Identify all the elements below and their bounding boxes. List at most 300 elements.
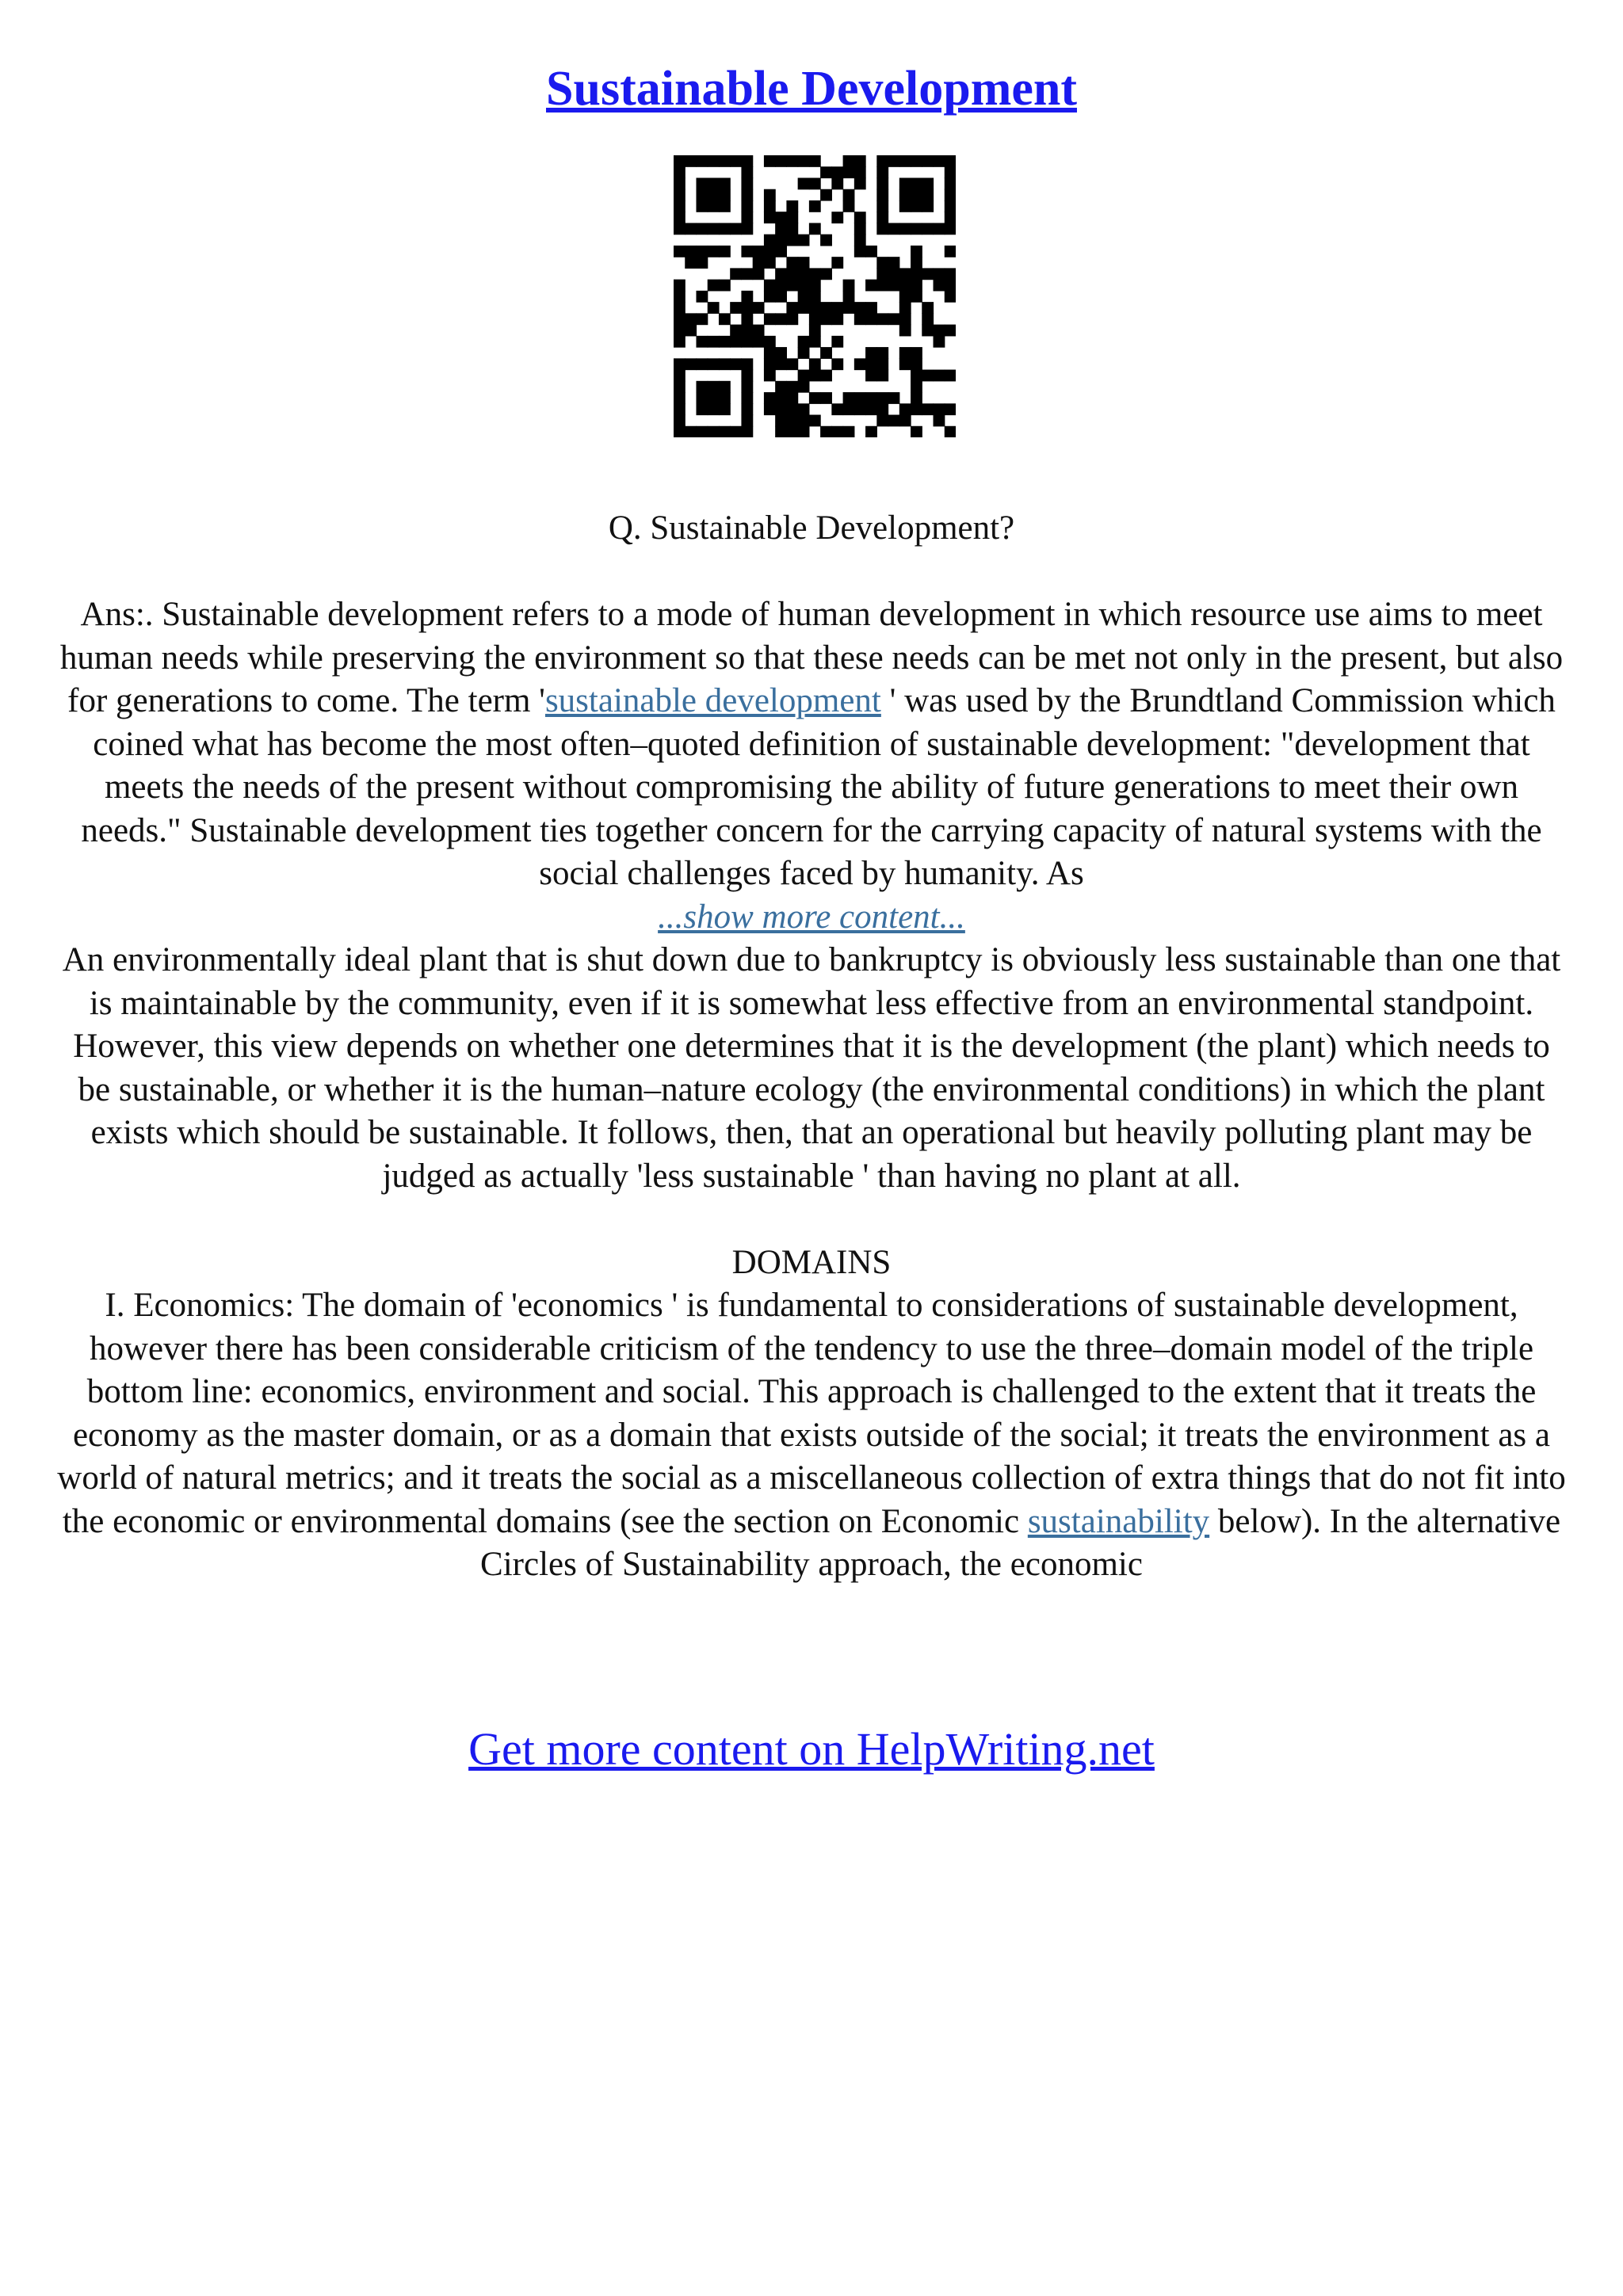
qr-module [741, 223, 753, 235]
qr-module [708, 189, 720, 201]
qr-module [696, 358, 708, 370]
qr-module [708, 358, 720, 370]
qr-module [674, 370, 685, 382]
qr-module [854, 392, 866, 404]
qr-module [911, 200, 922, 212]
qr-module [674, 403, 685, 415]
qr-module [719, 358, 731, 370]
qr-module [854, 313, 866, 325]
qr-module [854, 246, 866, 257]
qr-module [888, 257, 900, 269]
qr-module [708, 426, 720, 437]
qr-module [674, 177, 685, 189]
qr-module [911, 257, 922, 269]
qr-module [708, 246, 720, 257]
qr-module [876, 415, 888, 427]
qr-module [798, 280, 810, 292]
qr-module [899, 200, 911, 212]
qr-module [798, 426, 810, 437]
qr-module [911, 155, 922, 167]
qr-module [876, 358, 888, 370]
sustainability-link[interactable]: sustainability [1027, 1502, 1210, 1540]
qr-module [708, 302, 720, 314]
qr-module [685, 313, 697, 325]
qr-module [696, 291, 708, 303]
qr-module [730, 302, 742, 314]
qr-module [854, 177, 866, 189]
qr-module [685, 325, 697, 337]
qr-module [820, 302, 832, 314]
qr-module [934, 280, 945, 292]
qr-module [685, 426, 697, 437]
qr-module [888, 280, 900, 292]
qr-module [865, 347, 877, 359]
qr-module [674, 313, 685, 325]
qr-module [899, 155, 911, 167]
qr-module [786, 223, 798, 235]
qr-module [876, 189, 888, 201]
qr-module [730, 223, 742, 235]
qr-module [719, 381, 731, 393]
qr-module [775, 381, 787, 393]
qr-module [809, 325, 821, 337]
qr-module [674, 415, 685, 427]
qr-module [741, 370, 753, 382]
title-link[interactable]: Sustainable Development [546, 62, 1077, 116]
qr-module [741, 358, 753, 370]
qr-module [741, 336, 753, 348]
qr-module [843, 291, 855, 303]
qr-module [843, 189, 855, 201]
qr-module [843, 166, 855, 178]
qr-module [696, 403, 708, 415]
qr-module [674, 280, 685, 292]
qr-module [876, 392, 888, 404]
qr-module [854, 212, 866, 223]
page-title [0, 57, 1623, 120]
qr-module [696, 392, 708, 404]
qr-module [786, 358, 798, 370]
qr-module [876, 313, 888, 325]
qr-module [876, 257, 888, 269]
qr-module [775, 212, 787, 223]
qr-module [775, 313, 787, 325]
qr-module [876, 212, 888, 223]
qr-module [719, 313, 731, 325]
qr-module [854, 302, 866, 314]
qr-module [820, 313, 832, 325]
qr-module [741, 302, 753, 314]
qr-module [798, 370, 810, 382]
economics-paragraph [55, 1284, 1568, 1587]
qr-module [911, 358, 922, 370]
qr-module [775, 291, 787, 303]
qr-module [888, 268, 900, 280]
qr-module [809, 223, 821, 235]
qr-module [843, 302, 855, 314]
qr-module [775, 347, 787, 359]
qr-module [899, 268, 911, 280]
qr-module [831, 358, 843, 370]
qr-module [786, 235, 798, 246]
qr-module [809, 336, 821, 348]
qr-module [945, 166, 956, 178]
qr-module [696, 426, 708, 437]
qr-module [753, 257, 765, 269]
qr-module [753, 302, 765, 314]
qr-module [911, 291, 922, 303]
qr-module [911, 223, 922, 235]
qr-module [708, 280, 720, 292]
qr-module [798, 302, 810, 314]
qr-module [809, 291, 821, 303]
qr-module [775, 223, 787, 235]
qr-module [899, 347, 911, 359]
qr-module [764, 313, 776, 325]
qr-module [786, 381, 798, 393]
qr-module [831, 302, 843, 314]
qr-module [764, 189, 776, 201]
qr-module [831, 257, 843, 269]
qr-module [764, 155, 776, 167]
qr-module [786, 392, 798, 404]
qr-module [708, 200, 720, 212]
qr-module [719, 155, 731, 167]
qr-module [922, 155, 934, 167]
qr-module [786, 212, 798, 223]
qr-module [854, 235, 866, 246]
domains-heading: DOMAINS [731, 1243, 892, 1281]
qr-code-icon [674, 155, 956, 437]
qr-module [843, 426, 855, 437]
qr-module [888, 155, 900, 167]
qr-module [685, 257, 697, 269]
qr-module [775, 246, 787, 257]
qr-module [741, 155, 753, 167]
qr-module [945, 223, 956, 235]
qr-module [775, 403, 787, 415]
qr-module [730, 336, 742, 348]
qr-module [674, 200, 685, 212]
qr-module [820, 166, 832, 178]
qr-module [696, 223, 708, 235]
qr-module [820, 235, 832, 246]
qr-module [899, 358, 911, 370]
qr-module [945, 246, 956, 257]
qr-module [786, 415, 798, 427]
qr-module [798, 235, 810, 246]
qr-module [786, 155, 798, 167]
qr-module [876, 370, 888, 382]
qr-module [741, 325, 753, 337]
qr-module [843, 200, 855, 212]
qr-module [696, 257, 708, 269]
qr-code-image [674, 155, 956, 437]
qr-module [708, 336, 720, 348]
qr-module [945, 189, 956, 201]
qr-module [820, 426, 832, 437]
qr-module [922, 302, 934, 314]
qr-module [876, 177, 888, 189]
qr-module [741, 415, 753, 427]
qr-module [775, 155, 787, 167]
qr-module [764, 235, 776, 246]
qr-module [708, 403, 720, 415]
qr-module [798, 347, 810, 359]
qr-module [719, 223, 731, 235]
qr-module [831, 212, 843, 223]
qr-module [741, 403, 753, 415]
qr-module [809, 313, 821, 325]
qr-module [899, 302, 911, 314]
qr-module [786, 200, 798, 212]
qr-module [843, 403, 855, 415]
qr-module [865, 392, 877, 404]
qr-module [899, 291, 911, 303]
qr-module [696, 189, 708, 201]
qr-module [899, 223, 911, 235]
qr-module [741, 200, 753, 212]
qr-module [764, 403, 776, 415]
qr-module [934, 415, 945, 427]
qr-module [820, 347, 832, 359]
qr-module [674, 189, 685, 201]
qr-module [719, 177, 731, 189]
qr-module [741, 426, 753, 437]
qr-module [719, 200, 731, 212]
qr-module [674, 302, 685, 314]
qr-module [753, 268, 765, 280]
qr-module [696, 381, 708, 393]
qr-module [719, 280, 731, 292]
qr-module [922, 325, 934, 337]
qr-module [708, 223, 720, 235]
qr-module [876, 166, 888, 178]
qr-module [696, 177, 708, 189]
qr-module [945, 426, 956, 437]
qr-module [876, 155, 888, 167]
qr-module [911, 246, 922, 257]
qr-module [764, 370, 776, 382]
qr-module [741, 177, 753, 189]
qr-module [831, 403, 843, 415]
qr-module [934, 403, 945, 415]
qr-module [899, 313, 911, 325]
qr-module [865, 302, 877, 314]
qr-module [674, 325, 685, 337]
qr-module [696, 155, 708, 167]
qr-module [888, 223, 900, 235]
qr-module [764, 291, 776, 303]
qr-module [899, 189, 911, 201]
qr-module [674, 166, 685, 178]
qr-module [764, 200, 776, 212]
qr-module [854, 403, 866, 415]
qr-module [764, 347, 776, 359]
qr-module [888, 415, 900, 427]
qr-module [741, 212, 753, 223]
answer-paragraph [55, 593, 1568, 896]
qr-module [865, 280, 877, 292]
qr-module [696, 336, 708, 348]
qr-module [798, 155, 810, 167]
qr-module [786, 313, 798, 325]
qr-module [764, 358, 776, 370]
qr-module [798, 336, 810, 348]
qr-module [775, 358, 787, 370]
qr-module [854, 155, 866, 167]
qr-module [764, 257, 776, 269]
qr-module [911, 177, 922, 189]
qr-module [674, 223, 685, 235]
qr-module [696, 246, 708, 257]
qr-module [719, 189, 731, 201]
qr-module [922, 403, 934, 415]
qr-module [876, 280, 888, 292]
qr-module [843, 280, 855, 292]
qr-module [730, 268, 742, 280]
qr-module [809, 155, 821, 167]
document-body [55, 507, 1568, 1587]
qr-module [798, 268, 810, 280]
qr-module [922, 370, 934, 382]
qr-module [741, 381, 753, 393]
qr-module [809, 268, 821, 280]
qr-module [911, 392, 922, 404]
qr-module [854, 166, 866, 178]
qr-module [945, 291, 956, 303]
qr-module [764, 392, 776, 404]
qr-module [786, 302, 798, 314]
qr-module [934, 223, 945, 235]
qr-module [764, 280, 776, 292]
qr-module [945, 177, 956, 189]
qr-module [945, 200, 956, 212]
qr-module [685, 246, 697, 257]
qr-module [865, 358, 877, 370]
qr-module [708, 155, 720, 167]
qr-module [911, 189, 922, 201]
qr-module [922, 223, 934, 235]
qr-module [934, 325, 945, 337]
qr-module [708, 392, 720, 404]
qr-module [775, 426, 787, 437]
qr-module [934, 336, 945, 348]
qr-module [741, 392, 753, 404]
qr-module [798, 381, 810, 393]
qr-module [730, 325, 742, 337]
qr-module [865, 246, 877, 257]
qr-module [809, 280, 821, 292]
qr-module [809, 358, 821, 370]
qr-module [876, 268, 888, 280]
qr-module [786, 280, 798, 292]
qr-module [741, 268, 753, 280]
qr-module [809, 392, 821, 404]
qr-module [922, 268, 934, 280]
qr-module [775, 280, 787, 292]
qr-module [786, 268, 798, 280]
qr-module [730, 155, 742, 167]
qr-module [865, 313, 877, 325]
qr-module [775, 415, 787, 427]
qr-module [764, 336, 776, 348]
qr-module [831, 336, 843, 348]
qr-module [922, 313, 934, 325]
spacer [55, 551, 1568, 594]
qr-module [798, 291, 810, 303]
qr-module [876, 200, 888, 212]
qr-module [786, 403, 798, 415]
qr-module [786, 257, 798, 269]
qr-module [876, 403, 888, 415]
qr-module [809, 370, 821, 382]
helpwriting-link[interactable]: Get more content on HelpWriting.net [468, 1723, 1155, 1775]
qr-module [820, 392, 832, 404]
qr-module [888, 313, 900, 325]
qr-module [843, 155, 855, 167]
qr-module [674, 392, 685, 404]
qr-module [934, 268, 945, 280]
qr-module [911, 370, 922, 382]
qr-module [809, 415, 821, 427]
qr-module [685, 155, 697, 167]
qr-module [741, 189, 753, 201]
qr-module [934, 155, 945, 167]
qr-module [719, 392, 731, 404]
qr-module [741, 166, 753, 178]
footer [0, 1721, 1623, 1778]
qr-module [674, 358, 685, 370]
qr-module [945, 370, 956, 382]
qr-module [809, 302, 821, 314]
qr-module [922, 200, 934, 212]
qr-module [798, 177, 810, 189]
qr-module [911, 268, 922, 280]
answer-text-2: ' was used by the Brundtland Commission which coined what has become the most often–quoted definition of sustainable development: "development that meets the needs of the present without compromising the ability of future generations to meet their own needs." Sustainable development ties together concern for the carrying capacity of natural systems with the social challenges faced by humanity. As [81, 682, 1556, 892]
sustainable-development-link[interactable]: sustainable development [544, 682, 881, 719]
qr-module [899, 415, 911, 427]
qr-module [945, 325, 956, 337]
qr-module [876, 223, 888, 235]
qr-module [854, 223, 866, 235]
qr-module [934, 370, 945, 382]
qr-module [911, 347, 922, 359]
qr-module [899, 325, 911, 337]
qr-module [764, 212, 776, 223]
spacer [55, 1198, 1568, 1241]
qr-module [674, 246, 685, 257]
qr-module [820, 370, 832, 382]
qr-module [865, 370, 877, 382]
qr-module [775, 392, 787, 404]
qr-module [741, 246, 753, 257]
show-more-link[interactable]: ...show more content... [658, 898, 965, 936]
qr-module [730, 358, 742, 370]
qr-module [685, 223, 697, 235]
qr-module [899, 403, 911, 415]
qr-module [775, 235, 787, 246]
qr-module [945, 403, 956, 415]
qr-module [708, 177, 720, 189]
qr-module [809, 200, 821, 212]
qr-module [798, 403, 810, 415]
qr-module [753, 325, 765, 337]
qr-module [696, 200, 708, 212]
economics-text-1: I. Economics: The domain of 'economics ' is fundamental to considerations of sustainable development, however there has been considerable criticism of the tendency to use the three–domain model of the triple bottom line: economics, environment and social. This approach is challenged to the extent that it treats the economy as the master domain, or as a domain that exists outside of the social; it treats the environment as a world of natural metrics; and it treats the social as a miscellaneous collection of extra things that do not fit into the economic or environmental domains (see the section on Economic [57, 1287, 1566, 1540]
qr-module [775, 268, 787, 280]
qr-module [888, 392, 900, 404]
